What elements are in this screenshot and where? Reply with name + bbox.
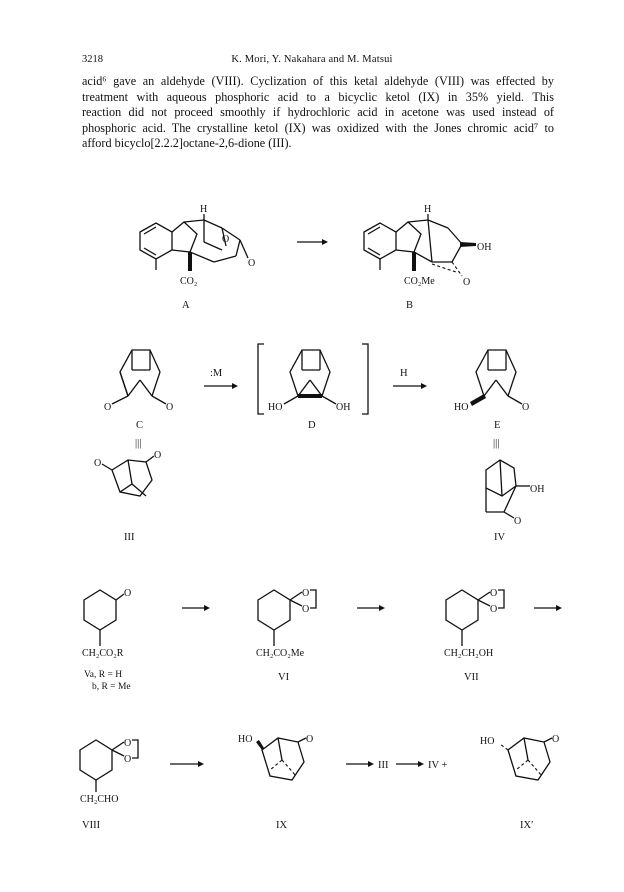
structure-vi	[256, 588, 316, 683]
compound-label: b, R = Me	[92, 682, 131, 692]
atom-label: H	[200, 204, 208, 215]
structure-d	[258, 344, 368, 431]
running-header-authors: K. Mori, Y. Nakahara and M. Matsui	[231, 54, 393, 65]
structure-ix	[238, 734, 313, 831]
atom-label: O	[104, 402, 112, 413]
arrowhead	[368, 761, 374, 767]
structure-iii	[94, 450, 161, 543]
atom-label: O	[124, 754, 132, 765]
atom-label: O	[222, 234, 230, 245]
atom-label: HO	[268, 402, 283, 413]
atom-label: CH₂CHO	[80, 794, 119, 805]
atom-label: H	[424, 204, 432, 215]
atom-label: O	[522, 402, 530, 413]
equivalence-mark: |||	[493, 438, 500, 449]
arrowhead	[322, 239, 328, 245]
atom-label: O	[490, 588, 498, 599]
atom-label: HO	[238, 734, 253, 745]
atom-label: O	[94, 458, 102, 469]
structure-vii	[444, 588, 504, 683]
compound-label: VII	[464, 672, 479, 683]
paragraph-line: acid⁶ gave an aldehyde (VIII). Cyclization of this ketal aldehyde (VIII) was effected by	[82, 74, 554, 88]
compound-label: IV	[494, 532, 506, 543]
atom-label: HO	[454, 402, 469, 413]
arrowhead	[418, 761, 424, 767]
atom-label: OH	[530, 484, 545, 495]
paragraph-line: reaction did not proceed smoothly if hydrochloric acid in acetone was used instead of	[82, 105, 554, 120]
atom-label: O	[154, 450, 162, 461]
atom-label: OH	[477, 242, 492, 253]
arrowhead	[556, 605, 562, 611]
product-label: III	[378, 760, 389, 771]
page-number: 3218	[82, 54, 103, 65]
reagent-label: :M	[210, 368, 223, 379]
compound-label: E	[494, 420, 501, 431]
reagent-label: H	[400, 368, 408, 379]
product-label: IV +	[428, 760, 448, 771]
arrowhead	[204, 605, 210, 611]
compound-label: A	[182, 300, 190, 311]
paragraph-line: phosphoric acid. The crystalline ketol (IX) was oxidized with the Jones chromic acid⁷ to	[82, 120, 554, 135]
paragraph-line: afford bicyclo[2.2.2]octane-2,6-dione (III).	[82, 136, 292, 151]
compound-label: IX	[276, 820, 288, 831]
atom-label: O	[302, 588, 310, 599]
compound-label: Va, R = H	[84, 670, 123, 680]
atom-label: O	[124, 588, 132, 599]
atom-label: HO	[480, 736, 495, 747]
compound-label: B	[406, 300, 414, 311]
arrowhead	[421, 383, 427, 389]
structure-b	[364, 204, 491, 311]
structure-a	[140, 204, 255, 311]
atom-label: O	[463, 277, 471, 288]
structure-v	[82, 588, 131, 692]
compound-label: III	[124, 532, 135, 543]
atom-label: O	[248, 258, 256, 269]
atom-label: O	[166, 402, 174, 413]
compound-label: VI	[278, 672, 290, 683]
compound-label: IX′	[520, 820, 534, 831]
atom-label: OH	[336, 402, 351, 413]
arrowhead	[232, 383, 238, 389]
arrowhead	[379, 605, 385, 611]
atom-label: O	[124, 738, 132, 749]
arrowhead	[198, 761, 204, 767]
compound-label: VIII	[82, 820, 101, 831]
atom-label: CH₂CH₂OH	[444, 648, 494, 659]
structure-c	[104, 350, 173, 449]
atom-label: O	[514, 516, 522, 527]
atom-label: CO₂	[180, 276, 198, 287]
equivalence-mark: |||	[135, 438, 142, 449]
atom-label: O	[490, 604, 498, 615]
atom-label: CO₂Me	[404, 276, 435, 287]
paragraph-line: treatment with aqueous phosphoric acid to a bicyclic ketol (IX) in 35% yield. This	[82, 89, 554, 104]
atom-label: O	[302, 604, 310, 615]
compound-label: C	[136, 420, 144, 431]
atom-label: CH₂CO₂R	[82, 648, 124, 659]
structure-ix-prime	[480, 734, 559, 831]
structure-e	[454, 350, 529, 449]
atom-label: O	[552, 734, 560, 745]
structure-iv	[486, 460, 544, 543]
atom-label: CH₂CO₂Me	[256, 648, 305, 659]
compound-label: D	[308, 420, 316, 431]
structure-viii	[80, 738, 138, 831]
atom-label: O	[306, 734, 314, 745]
